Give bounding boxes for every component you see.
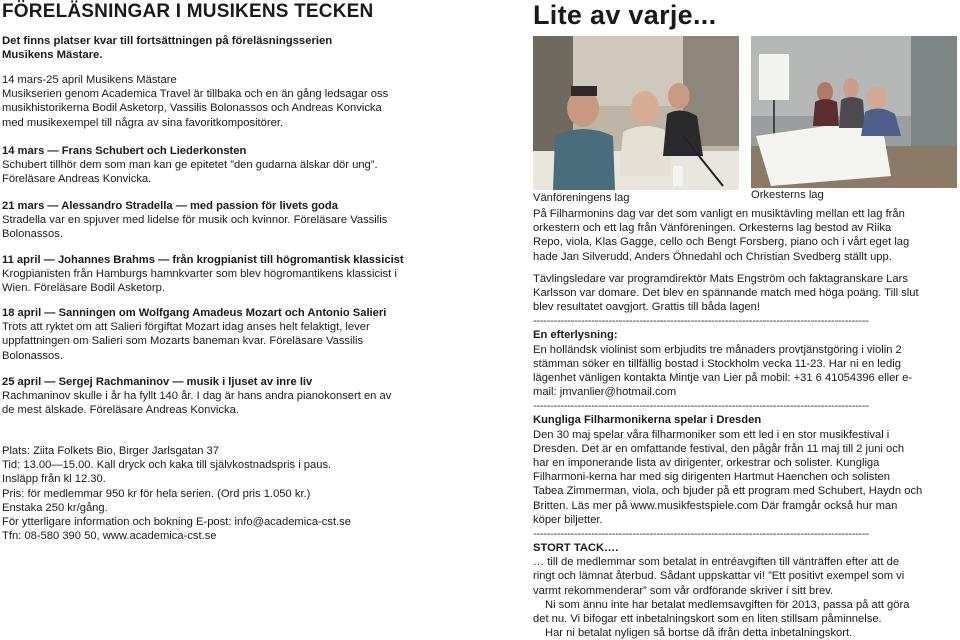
lecture-item: [2, 253, 404, 296]
stort-tack-body: … till de medlemmar som betalat in entréavgiften till vänträffen efter att de ringt och lämnat återbud. Sådant uppskattar vi! ”Ett positivt exempel som vi varmt rekommenderar” som vår ordförande skriver i sitt brev.: [533, 556, 905, 597]
lecture-title: 14 mars — Frans Schubert och Liederkonsten: [2, 145, 247, 157]
stort-tack-body: Har ni betalat nyligen så bortse då ifrån detta inbetalningskort.: [545, 627, 853, 640]
info-line: Insläpp från kl 12.30.: [2, 473, 106, 486]
series-body: Musikserien genom Academica Travel är tillbaka och en än gång ledsagar oss musikhistorikerna Bodil Asketorp, Vassilis Bolonassos och Andreas Konvicka med musikexempel till några av sina favoritkompositörer.: [2, 88, 389, 129]
quiz-result-paragraph: Tävlingsledare var programdirektör Mats Engström och faktagranskare Lars Karlsson var domare. Det blev en spännande match med höga poäng. Till slut blev resultatet oavgjort. Grattis till båda lagen!: [533, 272, 919, 314]
divider: --------------------------------------------------------------------------------------------------: [533, 315, 869, 328]
news-column: [533, 207, 923, 640]
series-title: 14 mars-25 april Musikens Mästare: [2, 74, 177, 86]
lecture-item: [2, 306, 397, 363]
quiz-paragraph: På Filharmonins dag var det som vanligt en musiktävling mellan ett lag från orkestern och ett lag från Vänföreningen. Orkesterns lag bestod av Riika Repo, viola, Klas Gagge, cello och Bengt Forsberg, piano och i vårt eget lag hade Jan Silverudd, Anders Öhnedahl och Christian Svedberg ställt upp.: [533, 208, 910, 263]
dresden-heading: Kungliga Filharmonikerna spelar i Dresden: [533, 414, 762, 427]
photo-vanforeningens-lag: [533, 36, 739, 190]
lecture-title: 21 mars — Alessandro Stradella — med passion för livets goda: [2, 200, 338, 212]
info-line: För ytterligare information och bokning E-post: info@academica-cst.se: [2, 516, 352, 529]
photo-caption: Orkesterns lag: [751, 189, 824, 201]
dresden-body: Den 30 maj spelar våra filharmoniker som ett led i en stor musikfestival i Dresden. Det är en omfattande festival, den pågår från 11 maj till 2 juni och har en imponerande lista av dirigenter, orkestrar och solister. Kungliga Filharmoni-kerna har med sig dirigenten Hartmut Haenchen och solisten Tabea Zimmerman, viola, och bjuder på ett program med Schubert, Haydn och Britten. Läs mer på www.musikfestspiele.com Där framgår också hur man köper biljetter.: [533, 428, 923, 526]
lecture-title: 11 april — Johannes Brahms — från krogpianist till högromantisk klassicist: [2, 254, 404, 266]
divider: --------------------------------------------------------------------------------------------------: [533, 528, 869, 541]
info-line: Enstaka 250 kr/gång.: [2, 501, 108, 514]
lecture-body: Rachmaninov skulle i år ha fyllt 140 år. I dag är hans andra pianokonsert en av de mest älskade. Föreläsare Andreas Konvicka.: [2, 390, 392, 417]
info-line: Pris: för medlemmar 950 kr för hela serien. (Ord pris 1.050 kr.): [2, 487, 311, 500]
lecture-title: 18 april — Sanningen om Wolfgang Amadeus Mozart och Antonio Salieri: [2, 307, 387, 319]
photo-orkesterns-lag: [751, 36, 957, 188]
section-title: Lite av varje...: [533, 0, 717, 30]
stort-tack-heading: STORT TACK….: [533, 542, 619, 555]
lecture-body: Krogpianisten från Hamburgs hamnkvarter som blev högromantikens klassicist i Wien. Föreläsare Bodil Asketorp.: [2, 268, 397, 295]
divider: --------------------------------------------------------------------------------------------------: [533, 400, 869, 413]
series-section: [2, 73, 397, 130]
lecture-title: 25 april — Sergej Rachmaninov — musik i ljuset av inre liv: [2, 376, 313, 388]
info-line: Plats: Ziita Folkets Bio, Birger Jarlsgatan 37: [2, 445, 220, 457]
lecture-item: [2, 144, 397, 187]
efterlysning-heading: En efterlysning:: [533, 329, 618, 342]
lecture-body: Schubert tillhör dem som man kan ge epitetet ”den gudarna älskar dör ung”. Föreläsare Andreas Konvicka.: [2, 159, 378, 186]
lecture-item: [2, 375, 397, 418]
lecture-body: Stradella var en spjuver med lidelse för musik och kvinnor. Föreläsare Vassilis Bolonassos.: [2, 214, 388, 241]
lecture-item: [2, 199, 397, 242]
lecture-body: Trots att ryktet om att Salieri förgiftat Mozart idag anses helt felaktigt, lever uppfattningen om Salieri som Mozarts baneman kvar. Föreläsare Vassilis Bolonassos.: [2, 321, 370, 362]
event-info: [2, 444, 402, 543]
info-line: Tfn: 08-580 390 50, www.academica-cst.se: [2, 530, 217, 543]
page-title: FÖRELÄSNINGAR I MUSIKENS TECKEN: [2, 1, 374, 22]
photo-caption: Vänföreningens lag: [533, 192, 630, 204]
info-line: Tid: 13.00—15.00. Kall dryck och kaka till självkostnadspris i paus.: [2, 459, 332, 472]
intro-text: Det finns platser kvar till fortsättningen på föreläsningsserien Musikens Mästare.: [2, 35, 333, 61]
stort-tack-body: Ni som ännu inte har betalat medlemsavgiften för 2013, passa på att göra det nu. Vi bifogar ett inbetalningskort som en liten stillsam påminnelse.: [533, 598, 910, 626]
efterlysning-body: En holländsk violinist som erbjudits tre månaders provtjänstgöring i violin 2 stämman söker en tillfällig bostad i Stockholm vecka 11-23. Har ni en ledig lägenhet vänligen kontakta Mintje van Lier på mobil: +31 6 41054396 eller e-mail: jmvanlier@hotmail.com: [533, 343, 913, 399]
